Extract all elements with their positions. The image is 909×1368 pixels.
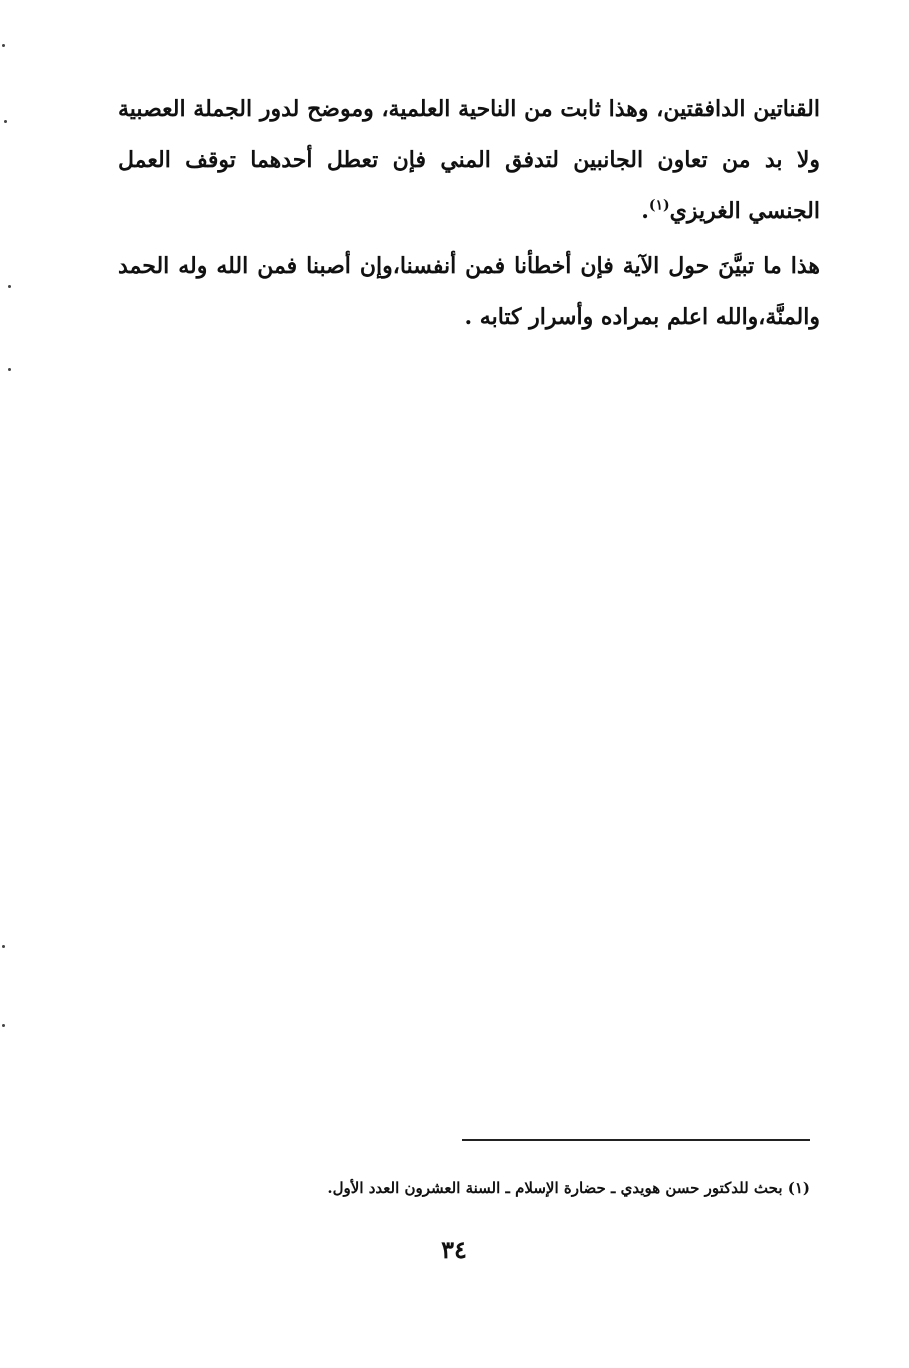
footnote-marker: (١) — [648, 197, 670, 214]
scan-speck — [2, 945, 5, 948]
scan-speck — [2, 1024, 5, 1027]
page-number: ٣٤ — [441, 1235, 467, 1264]
main-text — [118, 84, 820, 343]
paragraph-1 — [118, 84, 820, 237]
paragraph-2 — [118, 241, 820, 343]
footnote: (١) بحث للدكتور حسن هويدي ـ حضارة الإسلام ـ السنة العشرون العدد الأول. — [327, 1179, 810, 1197]
scan-speck — [2, 44, 5, 47]
paragraph-1-end: . — [641, 198, 649, 224]
scan-speck — [8, 368, 11, 371]
paragraph-2-text: هذا ما تبيَّنَ حول الآية فإن أخطأنا فمن أنفسنا،وإن أصبنا فمن الله وله الحمد والمنَّة،والله اعلم بمراده وأسرار كتابه . — [118, 253, 820, 330]
paragraph-1-text: القناتين الدافقتين، وهذا ثابت من الناحية العلمية، وموضح لدور الجملة العصبية ولا بد من تعاون الجانبين لتدفق المني فإن تعطل أحدهما توقف العمل الجنسي الغريزي — [118, 96, 820, 224]
scan-speck — [4, 120, 7, 123]
scan-speck — [8, 285, 11, 288]
footnote-divider — [462, 1139, 810, 1141]
